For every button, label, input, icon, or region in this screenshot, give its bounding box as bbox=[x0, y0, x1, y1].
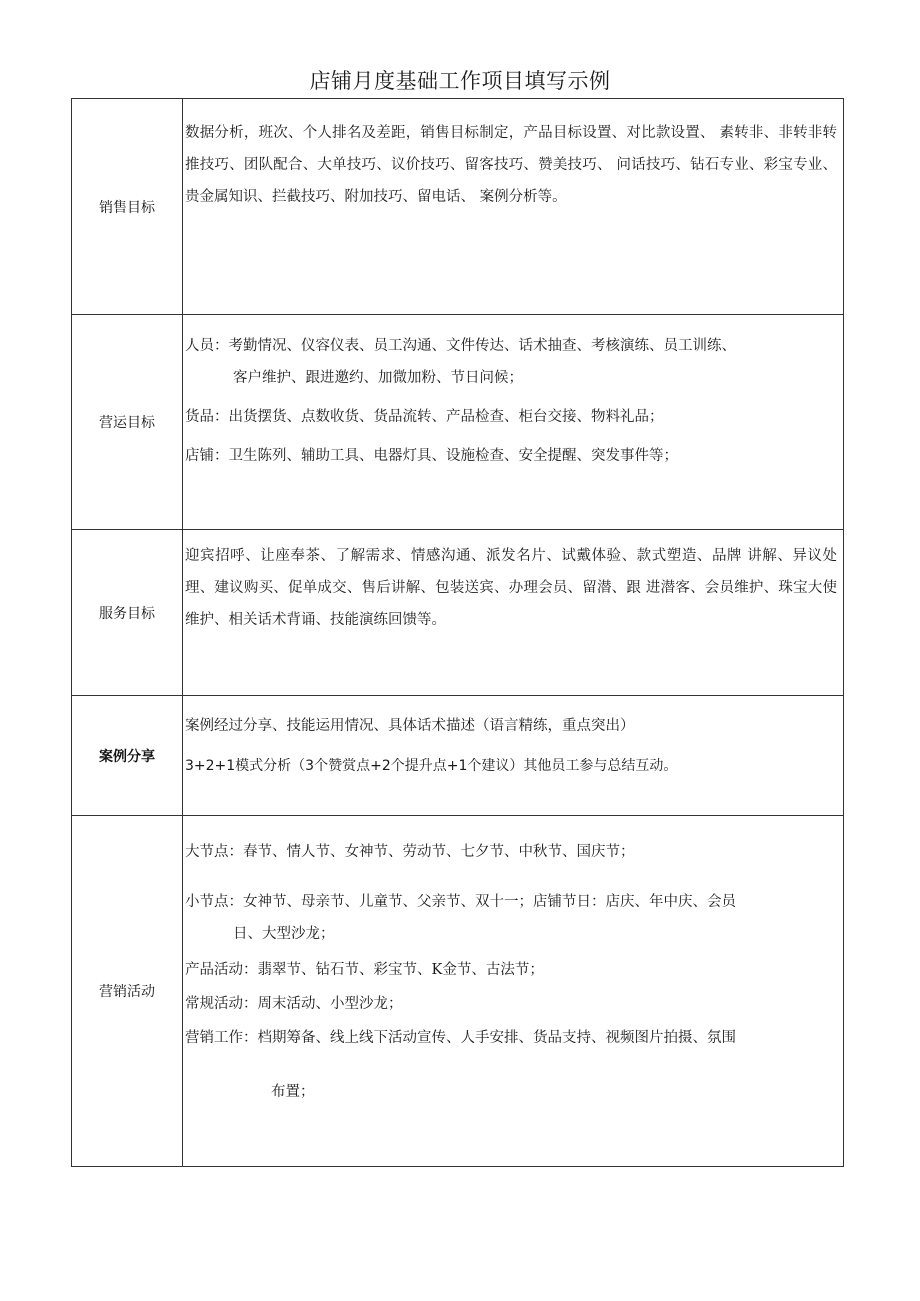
case-sharing-line-1: 案例经过分享、技能运用情况、具体话术描述（语言精练，重点突出） bbox=[185, 718, 635, 734]
operations-staff-line: 人员：考勤情况、仪容仪表、员工沟通、文件传达、话术抽查、考核演练、员工训练、 bbox=[185, 338, 736, 354]
work-items-table bbox=[71, 98, 844, 1167]
row-content-service bbox=[183, 530, 843, 695]
operations-staff-line-continued: 客户维护、跟进邀约、加微加粉、节日问候； bbox=[233, 370, 523, 386]
document-title: 店铺月度基础工作项目填写示例 bbox=[309, 69, 611, 93]
row-label-case-sharing: 案例分享 bbox=[72, 696, 183, 815]
marketing-work-line-continued: 布置； bbox=[271, 1084, 315, 1100]
row-content-case-sharing bbox=[183, 696, 843, 815]
table-row-marketing bbox=[72, 815, 843, 1166]
sales-items-text: 数据分析，班次、个人排名及差距，销售目标制定，产品目标设置、对比款设置、 素转非、非转非转推技巧、团队配合、大单技巧、议价技巧、留客技巧、赞美技巧、 问话技巧、钻石专业、彩宝专业、贵金属知识、拦截技巧、附加技巧、留电话、 案例分析等。 bbox=[185, 125, 837, 205]
table-row-sales bbox=[72, 99, 843, 314]
marketing-product-events-line: 产品活动：翡翠节、钻石节、彩宝节、K金节、古法节； bbox=[185, 962, 544, 978]
marketing-regular-events-line: 常规活动：周末活动、小型沙龙； bbox=[185, 996, 403, 1012]
marketing-minor-festivals-line-continued: 日、大型沙龙； bbox=[233, 926, 335, 942]
case-sharing-line-2: 3+2+1模式分析（3个赞赏点+2个提升点+1个建议）其他员工参与总结互动。 bbox=[185, 758, 678, 774]
operations-store-line: 店铺：卫生陈列、辅助工具、电器灯具、设施检查、安全提醒、突发事件等； bbox=[185, 448, 678, 464]
table-row-operations bbox=[72, 314, 843, 529]
service-items-text: 迎宾招呼、让座奉茶、了解需求、情感沟通、派发名片、试戴体验、款式塑造、品牌 讲解、异议处理、建议购买、促单成交、售后讲解、包装送宾、办理会员、留潜、跟 进潜客、会员维护、珠宝大使维护、相关话术背诵、技能演练回馈等。 bbox=[185, 548, 837, 628]
table-row-service bbox=[72, 529, 843, 695]
row-label-service: 服务目标 bbox=[72, 530, 183, 695]
row-label-marketing: 营销活动 bbox=[72, 816, 183, 1166]
row-content-sales bbox=[183, 99, 843, 314]
operations-goods-line: 货品：出货摆货、点数收货、货品流转、产品检查、柜台交接、物料礼品； bbox=[185, 409, 664, 425]
row-content-marketing bbox=[183, 816, 843, 1166]
table-row-case-sharing bbox=[72, 695, 843, 815]
marketing-minor-festivals-line: 小节点：女神节、母亲节、儿童节、父亲节、双十一；店铺节日：店庆、年中庆、会员 bbox=[185, 894, 736, 910]
row-content-operations bbox=[183, 315, 843, 529]
row-label-sales: 销售目标 bbox=[72, 99, 183, 314]
marketing-work-line: 营销工作：档期筹备、线上线下活动宣传、人手安排、货品支持、视频图片拍摄、氛围 bbox=[185, 1030, 736, 1046]
marketing-major-festivals-line: 大节点：春节、情人节、女神节、劳动节、七夕节、中秋节、国庆节； bbox=[185, 844, 635, 860]
row-label-operations: 营运目标 bbox=[72, 315, 183, 529]
